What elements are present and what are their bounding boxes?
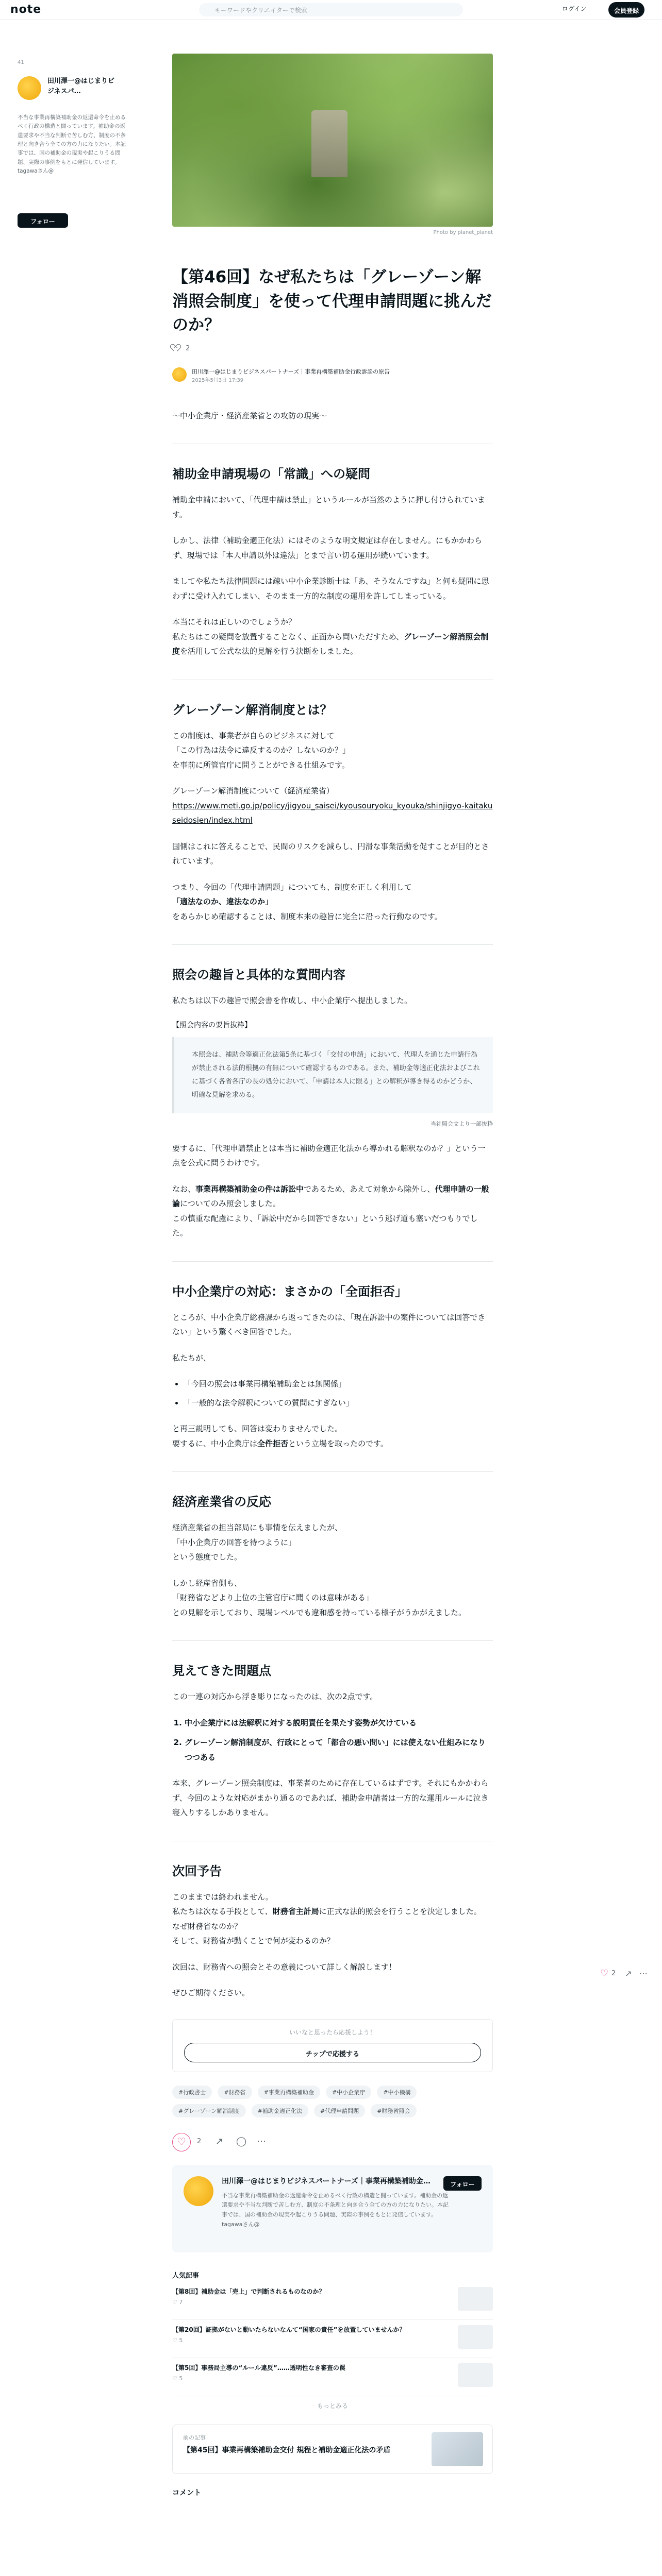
tag[interactable]: #財務省照会 (371, 2104, 416, 2117)
floating-actions (600, 1967, 657, 1981)
tag-list (172, 2086, 493, 2123)
comments-heading: コメント (172, 2488, 201, 2497)
login-link[interactable]: ログイン (562, 5, 587, 12)
sidebar-author-description: 不当な事業再構築補助金の返還命令を止めるべく行政の構造と闘っています。補助金の返還要求や不当な判断で苦しむ方、制度の不条理と向き合う全ての方の力になりたい。本記事では、国の補助金の現実や起こりうる問題、実際の事例をもとに発信しています。tagawaさん@ (18, 114, 126, 174)
heart-icon[interactable]: ♡ (600, 1968, 609, 1979)
paragraph: この制度は、事業者が自らのビジネスに対して 「この行為は法令に違反するのか？しないのか？」 を事前に所管官庁に問うことができる仕組みです。 (172, 731, 351, 770)
paragraph: グレーゾーン解消制度について（経済産業省） https://www.meti.go.jp/policy/jigyou_saisei/kyousouryoku_kyouka/shinjigyo-kaitakuseidosien/index.html (172, 786, 493, 825)
article-column (172, 54, 493, 2498)
paragraph: ぜひご期待ください。 (172, 1988, 250, 1997)
avatar[interactable] (184, 2176, 213, 2206)
article-actions (172, 2133, 493, 2154)
section-heading: グレーゾーン解消制度とは？ (172, 702, 333, 717)
popular-articles (172, 2270, 493, 2410)
floating-like-count: 2 (611, 1970, 616, 1977)
list-item[interactable]: 【第5回】事務局主導の“ルール違反”……透明性なき審査の罠 ♡ 5 (172, 2363, 493, 2396)
quote-label: 【照会内容の要旨抜粋】 (172, 1021, 252, 1029)
paragraph: このままでは終われません。 私たちは次なる手段として、財務省主計局に正式な法的照会を行うことを決定しました。 なぜ財務省なのか？ そして、財務省が動くことで何が変わるのか？ (172, 1892, 482, 1945)
divider (172, 1261, 493, 1262)
paragraph: なお、事業再構築補助金の件は訴訟中であるため、あえて対象から除外し、代理申請の一般論についてのみ照会しました。 この慎重な配慮により、「訴訟中だから回答できない」という逃げ道も塞いだつもりでした。 (172, 1184, 489, 1238)
author-card-name[interactable]: 田川澤一@はじまりビジネスパートナーズ｜事業再構築補助金… (222, 2177, 431, 2185)
section-heading: 見えてきた問題点 (172, 1664, 271, 1678)
tag[interactable]: #グレーゾーン解消制度 (172, 2104, 246, 2117)
thumbnail (458, 2363, 493, 2387)
divider (172, 944, 493, 945)
list-item: 2. グレーゾーン解消制度が、行政にとって「都合の悪い問い」には使えない仕組みになりつつある (185, 1735, 493, 1765)
list-item: • 「今回の照会は事業再構築補助金とは無関係」 (184, 1377, 493, 1392)
paragraph: と再三説明しても、回答は変わりませんでした。 要するに、中小企業庁は全件拒否という立場を取ったのです。 (172, 1424, 388, 1448)
like-button[interactable] (172, 2133, 191, 2151)
site-header (0, 0, 662, 20)
sidebar-author-name[interactable]: 田川澤一@はじまりビジネスパ… (47, 77, 115, 95)
paragraph: 国側はこれに答えることで、民間のリスクを減らし、円滑な事業活動を促すことが目的とされています。 (172, 841, 489, 866)
signup-button[interactable]: 会員登録 (608, 2, 644, 18)
section-heading: 補助金申請現場の「常識」への疑問 (172, 467, 370, 481)
paragraph: 補助金申請において、「代理申請は禁止」というルールが当然のように押し付けられています。 (172, 495, 485, 519)
more-icon[interactable]: ⋯ (257, 2136, 266, 2147)
article-title: 【第46回】なぜ私たちは「グレーゾーン解消照会制度」を使って代理申請問題に挑んだのか？ (172, 268, 492, 334)
publish-date: 2025年5月3日 17:39 (192, 377, 244, 383)
list-item: 1. 中小企業庁には法解釈に対する説明責任を果たす姿勢が欠けている (185, 1716, 493, 1731)
section-heading: 経済産業省の反応 (172, 1495, 271, 1509)
tip-button[interactable]: チップで応援する (184, 2043, 481, 2062)
author-card-description: 不当な事業再構築補助金の返還命令を止めるべく行政の構造と闘っています。補助金の返還要求や不当な判断で苦しむ方、制度の不条理と向き合う全ての方の力になりたい。本記事では、国の補助金の現実や起こりうる問題、実際の事例をもとに発信しています。tagawaさん@ (222, 2192, 449, 2228)
previous-article-title[interactable]: 【第45回】事業再構築補助金交付 規程と補助金適正化法の矛盾 (183, 2446, 391, 2454)
paragraph: ましてや私たち法律問題には疎い中小企業診断士は「あ、そうなんですね」と何も疑問に思わずに受け入れてしまい、そのまま一方的な制度の運用を許してしまっている。 (172, 577, 489, 601)
thumbnail (432, 2432, 483, 2466)
section-heading: 次回予告 (172, 1863, 222, 1878)
bullet-list (184, 1377, 493, 1410)
like-count: 2 (197, 2137, 202, 2145)
paragraph: しかし経産省側も、 「財務省などより上位の主管官庁に聞くのは意味がある」 との見解を示しており、現場レベルでも違和感を持っている様子がうかがえました。 (172, 1578, 467, 1617)
section-heading: 照会の趣旨と具体的な質問内容 (172, 968, 345, 982)
paragraph: ところが、中小企業庁総務課から返ってきたのは、「現在訴訟中の案件については回答できない」という驚くべき回答でした。 (172, 1312, 486, 1336)
more-link[interactable]: もっとみる (317, 2402, 348, 2410)
previous-article-label: 前の記事 (183, 2434, 206, 2441)
divider (172, 1471, 493, 1472)
like-count-row (172, 345, 493, 354)
author-name[interactable]: 田川澤一@はじまりビジネスパートナーズ｜事業再構築補助金行政訴訟の原告 (192, 368, 390, 375)
paragraph: 本来、グレーゾーン照会制度は、事業者のために存在しているはずです。それにもかかわらず、今回のような対応がまかり通るのであれば、補助金申請者は一方的な運用ルールに泣き寝入りするしかありません。 (172, 1778, 489, 1817)
paragraph: 本当にそれは正しいのでしょうか？ 私たちはこの疑問を放置することなく、正面から問いただすため、グレーゾーン解消照会制度を活用して公式な法的見解を行う決断をしました。 (172, 617, 489, 656)
search-input[interactable]: キーワードやクリエイターで検索 (199, 3, 463, 16)
tag[interactable]: #中小企業庁 (326, 2086, 371, 2099)
tag[interactable]: #中小機構 (377, 2086, 417, 2099)
paragraph: つまり、今回の「代理申請問題」についても、制度を正しく利用して 「適法なのか、違法なのか」 をあらかじめ確認することは、制度本来の趣旨に完全に沿った行動なのです。 (172, 882, 442, 921)
like-count: 2 (186, 344, 190, 352)
section-heading: 中小企業庁の対応：まさかの「全面拒否」 (172, 1284, 407, 1299)
quote-citation: 当社照会文より一部抜粋 (431, 1120, 493, 1127)
tag[interactable]: #財務省 (218, 2086, 252, 2099)
heart-icon[interactable] (172, 345, 180, 352)
paragraph: 要するに、「代理申請禁止とは本当に補助金適正化法から導かれる解釈なのか？」という一点を公式に問うわけです。 (172, 1143, 486, 1167)
article-author[interactable] (172, 365, 493, 384)
follow-button[interactable]: フォロー (18, 213, 68, 228)
support-label: いいなと思ったら応援しよう！ (289, 2028, 376, 2036)
paragraph: しかし、法律（補助金適正化法）にはそのような明文規定は存在しません。にもかかわらず、現場では「本人申請以外は違法」とまで言い切る運用が続いています。 (172, 536, 482, 560)
comment-icon[interactable]: ◯ (236, 2136, 247, 2147)
sidebar-count: 41 (18, 60, 24, 65)
numbered-list (185, 1716, 493, 1765)
tag[interactable]: #代理申請問題 (314, 2104, 365, 2117)
note-logo[interactable]: note (10, 3, 42, 16)
more-icon[interactable]: ⋯ (639, 1969, 648, 1978)
support-box (172, 2019, 493, 2072)
avatar[interactable] (18, 76, 41, 100)
share-icon[interactable]: ↗ (216, 2136, 224, 2147)
blockquote: 本照会は、補助金等適正化法第5条に基づく「交付の申請」において、代理人を通じた申請行為が禁止される法的根拠の有無について確認するものである。また、補助金等適正化法およびこれに基づく各省各庁の長の処分において、「申請は本人に限る」との解釈が導き得るのかどうか、明確な見解を求める。 (172, 1037, 493, 1113)
paragraph: 経済産業省の担当部局にも事情を伝えましたが、 「中小企業庁の回答を待つように」 という態度でした。 (172, 1523, 343, 1562)
popular-heading: 人気記事 (172, 2272, 200, 2280)
share-icon[interactable]: ↗ (625, 1969, 632, 1978)
paragraph: 私たちが、 (172, 1353, 211, 1363)
thumbnail (458, 2287, 493, 2311)
avatar[interactable] (172, 367, 187, 382)
previous-article-card[interactable] (172, 2425, 493, 2474)
author-card (172, 2165, 493, 2252)
article-lead: 〜中小企業庁・経済産業省との攻防の現実〜 (172, 411, 327, 420)
tag[interactable]: #補助金適正化法 (252, 2104, 308, 2117)
tag[interactable]: #行政書士 (172, 2086, 212, 2099)
tag[interactable]: #事業再構築補助金 (258, 2086, 320, 2099)
list-item[interactable]: 【第8回】補助金は「売上」で判断されるものなのか？ ♡ 7 (172, 2287, 493, 2320)
thumbnail (458, 2325, 493, 2349)
meti-link[interactable]: https://www.meti.go.jp/policy/jigyou_saisei/kyousouryoku_kyouka/shinjigyo-kaitakuseidosien/index.html (172, 801, 493, 825)
photo-credit[interactable]: Photo by planet_planet (433, 230, 493, 235)
divider (172, 1640, 493, 1641)
list-item[interactable]: 【第20回】証拠がないと動いたらないなんて“国家の責任”を放置していませんか？ ♡ 5 (172, 2325, 493, 2358)
hero-image (172, 54, 493, 227)
follow-button[interactable]: フォロー (443, 2176, 482, 2191)
paragraph: 次回は、財務省への照会とその意義について詳しく解説します！ (172, 1962, 396, 1972)
paragraph: 私たちは以下の趣旨で照会書を作成し、中小企業庁へ提出しました。 (172, 996, 412, 1005)
paragraph: この一連の対応から浮き彫りになったのは、次の2点です。 (172, 1692, 378, 1701)
list-item: • 「一般的な法令解釈についての質問にすぎない」 (184, 1396, 493, 1411)
